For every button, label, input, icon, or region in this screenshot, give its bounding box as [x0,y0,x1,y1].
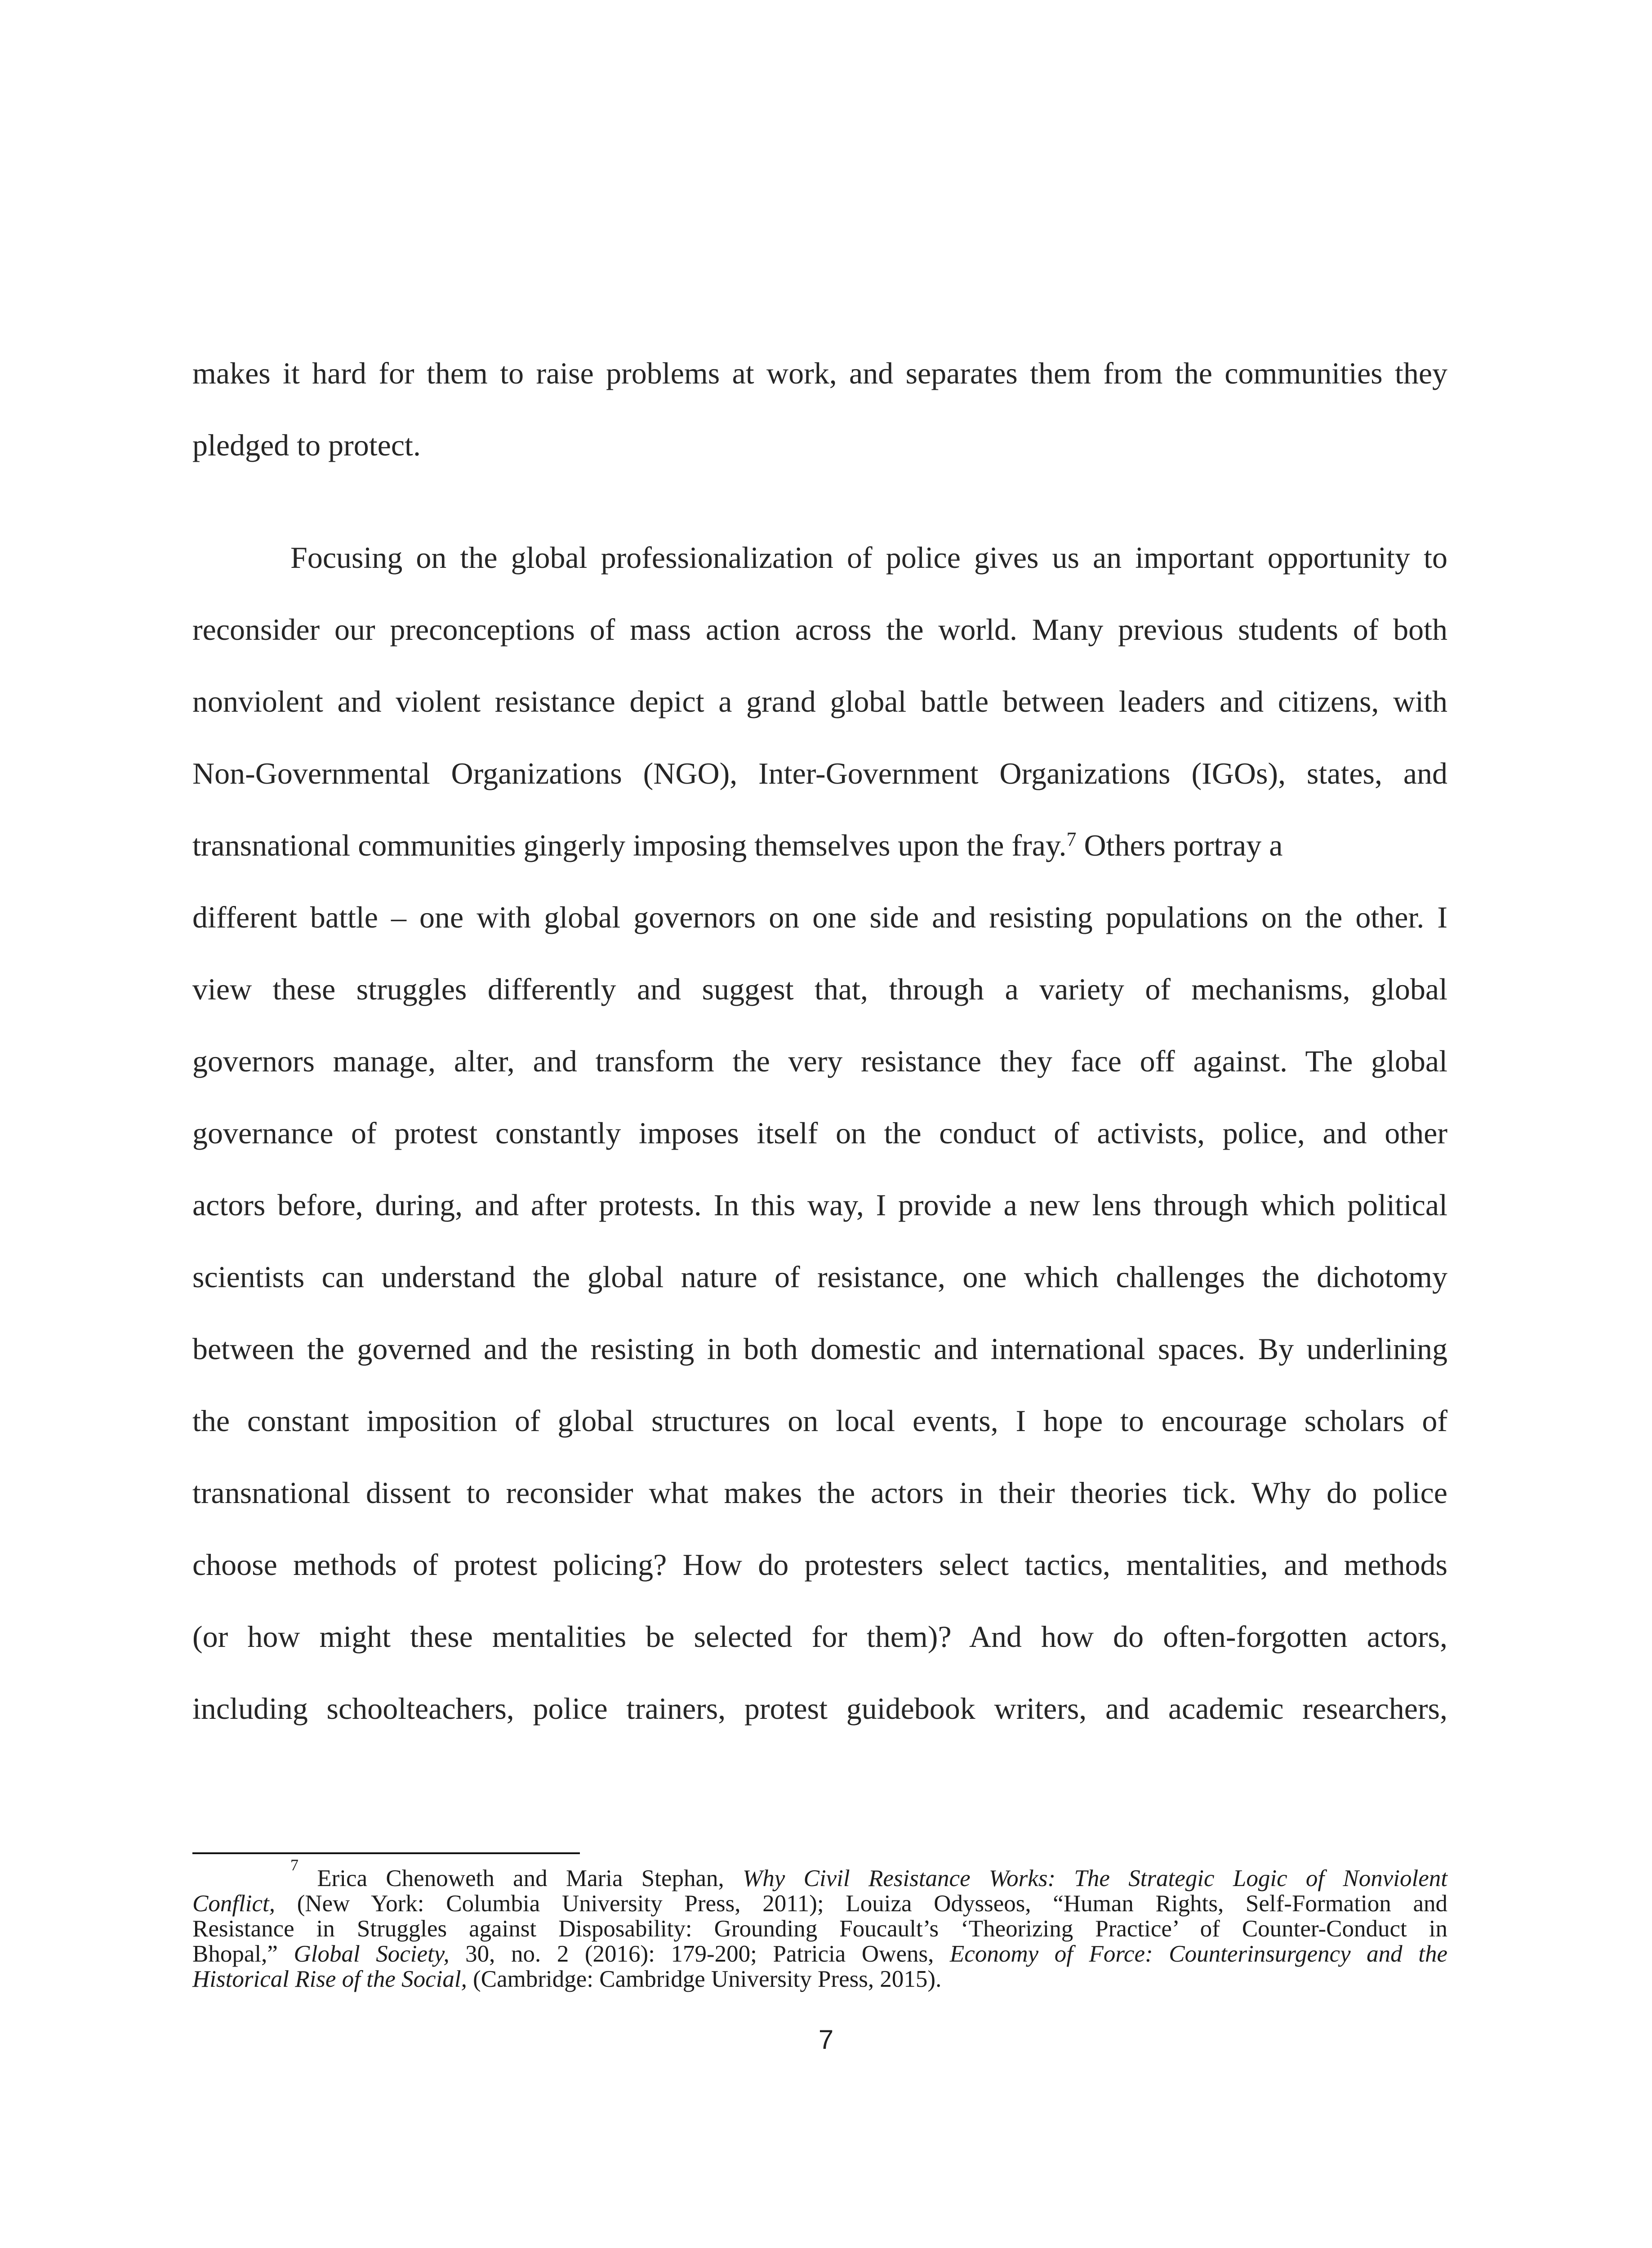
footnote-line [192,1941,1447,1967]
body-line: different battle – one with global governors on one side and resisting populations on the other. I [192,900,1447,934]
body-line: reconsider our preconceptions of mass action across the world. Many previous students of both [192,612,1447,647]
body-line-with-footnote [192,827,1282,863]
footnote-title: Why Civil Resistance Works: The Strategic Logic of Nonviolent [743,1865,1447,1891]
body-line: including schoolteachers, police trainers, protest guidebook writers, and academic researchers, [192,1691,1447,1726]
footnote-text: 30, no. 2 (2016): 179-200; Patricia Owens, [449,1941,950,1967]
footnote-text: Erica Chenoweth and Maria Stephan, [317,1865,743,1891]
footnote-text: (New York: Columbia University Press, 2011); Louiza Odysseos, “Human Rights, Self-Formation and [275,1891,1447,1917]
footnote-title: Economy of Force: Counterinsurgency and the [949,1941,1447,1967]
body-line: actors before, during, and after protests. In this way, I provide a new lens through which political [192,1188,1447,1222]
footnote-text: Bhopal,” [192,1941,294,1967]
body-line: scientists can understand the global nature of resistance, one which challenges the dichotomy [192,1260,1447,1294]
body-line: choose methods of protest policing? How do protesters select tactics, mentalities, and methods [192,1548,1447,1582]
body-text-span: transnational communities gingerly imposing themselves upon the fray. [192,828,1067,862]
footnote-separator [192,1852,580,1854]
footnote-reference[interactable]: 7 [1066,828,1077,850]
footnote-text: (Cambridge: Cambridge University Press, 2015). [467,1966,942,1992]
body-line: (or how might these mentalities be selected for them)? And how do often-forgotten actors, [192,1619,1447,1654]
footnote-title: Conflict, [192,1891,276,1917]
body-text-span: Others portray a [1084,828,1283,862]
body-line: transnational dissent to reconsider what makes the actors in their theories tick. Why do police [192,1476,1447,1510]
footnote-line: Resistance in Struggles against Disposability: Grounding Foucault’s ‘Theorizing Practice’ of Counter-Conduct in [192,1916,1447,1942]
body-line: governance of protest constantly imposes itself on the conduct of activists, police, and other [192,1116,1447,1150]
page-number: 7 [818,2025,834,2055]
body-line: pledged to protect. [192,428,421,462]
footnote-line [192,1967,941,1992]
paragraph-first-line: Focusing on the global professionalization of police gives us an important opportunity to [290,540,1447,575]
body-line: governors manage, alter, and transform the very resistance they face off against. The global [192,1044,1447,1078]
body-line: between the governed and the resisting in both domestic and international spaces. By underlining [192,1332,1447,1366]
body-line: Non-Governmental Organizations (NGO), Inter-Government Organizations (IGOs), states, and [192,756,1447,790]
footnote-title: Historical Rise of the Social, [192,1966,467,1992]
body-line: the constant imposition of global structures on local events, I hope to encourage scholars of [192,1404,1447,1438]
footnote-title: Global Society, [294,1941,450,1967]
body-line: view these struggles differently and suggest that, through a variety of mechanisms, global [192,972,1447,1006]
body-line: nonviolent and violent resistance depict a grand global battle between leaders and citizens, with [192,684,1447,718]
footnote-marker: 7 [290,1856,298,1874]
footnote-line [290,1856,1447,1891]
body-line: makes it hard for them to raise problems at work, and separates them from the communities they [192,356,1447,390]
footnote-line [192,1891,1447,1916]
